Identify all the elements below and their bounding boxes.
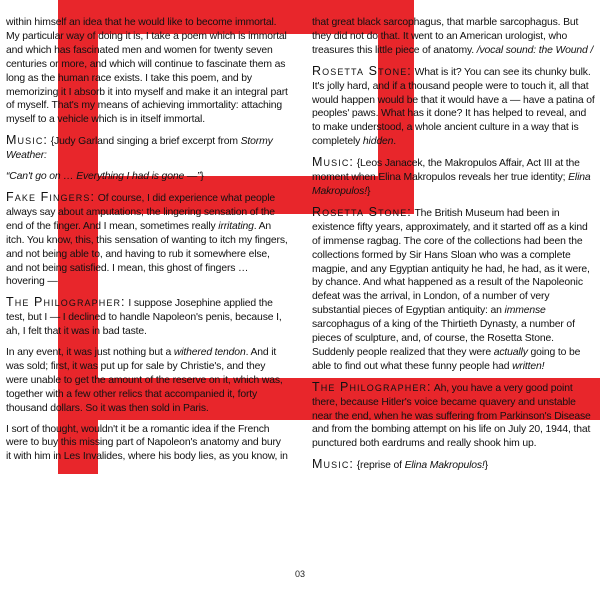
paragraph-text: In any event, it was just nothing but a xyxy=(6,347,174,359)
speaker-label: Music: xyxy=(312,457,354,472)
speech-text: . An itch. You know, this, this sensation of wanting to itch my fingers, and not being able to, and having to rub it somewhere else, and not being satisfied. I mean, this ghost of fingers … hovering — xyxy=(6,220,288,288)
speech-rosetta-stone xyxy=(312,206,595,374)
speech-text: going to be able to find out what these funny people had xyxy=(312,346,581,372)
cue-text: } xyxy=(484,460,488,472)
speech-text: . xyxy=(393,136,396,148)
paragraph xyxy=(6,16,288,127)
speech-text: The British Museum had been in existence fifty years, approximately, and it started off as a kind of immense ragbag. The core of the collections had been the collections formed by Sir Hans Sloan who was a complete magpie, and any Egyptian antiquity he had, he had, as it were, by chance. And what happened as a result of the Napoleonic defeat was the arrival, in London, of a number of very substantial pieces of Egyptian antiquity: an xyxy=(312,207,590,317)
paragraph xyxy=(6,423,288,465)
speech-text: What is it? You can see its chunky bulk. It's jolly hard, and if a thousand people were to touch it, all that would happen would be that it would have a — have a patina of peoples' paws. What has it done? It has helped to reveal, and to make understood, a whole ancient culture in a way that is completely xyxy=(312,66,595,148)
emphasis: immense xyxy=(504,305,546,317)
quote-text: “Can't go on … Everything I had is gone —” xyxy=(6,171,201,183)
emphasis: withered tendon xyxy=(173,347,246,359)
speech-fake-fingers xyxy=(6,191,288,289)
speech-text: Ah, you have a very good point there, because Hitler's voice became quavery and unstable near the end, when he was suffering from Parkinson's Disease and from the bombing attempt on his life on July 20, 1944, that punctured both eardrums and really shook him up. xyxy=(312,382,591,450)
speech-philographer xyxy=(6,296,288,339)
page-number: 03 xyxy=(294,569,305,579)
cue-text: {Judy Garland singing a brief excerpt from xyxy=(48,136,241,148)
emphasis: Elina Makropulos! xyxy=(312,172,591,197)
emphasis: /vocal sound: the Wound / xyxy=(476,44,594,56)
paragraph-text: within himself an idea that he would like to become immortal. My particular way of doing it is, I take a poem which is immortal and which has fascinated men and women for twenty seven centuries or more, and which will continue to fascinate them as long as the human race exists. I take this poem, and by memorizing it I absorb it into myself and make it an integral part of myself. That's my means of achieving immortality: attaching myself to a vehicle which is in itself immortal. xyxy=(6,17,288,126)
emphasis: written! xyxy=(512,360,545,372)
cue-text: {Leos Janacek, the Makropulos Affair, Act III at the moment when Elina Makropulos reveals her true identity; xyxy=(312,158,580,184)
paragraph-text: that great black sarcophagus, that marble sarcophagus. But they did not do that. It went to an American urologist, who treasures this little piece of anatomy. xyxy=(312,17,579,56)
paragraph xyxy=(6,346,288,416)
quote xyxy=(6,170,288,184)
speaker-label: The Philographer: xyxy=(312,379,432,394)
paragraph-text: . And it was sold; first, it was put up for sale by Christie's, and they were unable to get the amount of the reserve on it, which was, together with a few other relics that accompanied it, forty thousand dollars. So it was then sold in Paris. xyxy=(6,347,283,414)
music-cue xyxy=(312,156,595,199)
right-column xyxy=(312,16,595,480)
music-cue xyxy=(312,458,595,473)
emphasis: irritating xyxy=(218,220,254,232)
speaker-label: Rosetta Stone: xyxy=(312,63,412,78)
speech-philographer xyxy=(312,381,595,452)
speaker-label: The Philographer: xyxy=(6,295,126,310)
speech-text: I suppose Josephine applied the test, but I — I declined to handle Napoleon's penis, because I, ah, I felt that it was in bad taste. xyxy=(6,298,282,338)
cue-text: } xyxy=(366,185,371,197)
emphasis: actually xyxy=(493,346,528,358)
music-cue xyxy=(6,134,288,163)
song-title: Stormy Weather: xyxy=(6,136,273,162)
emphasis: Elina Makropulos! xyxy=(404,460,485,472)
speaker-label: Rosetta Stone: xyxy=(312,204,412,219)
paragraph xyxy=(312,16,595,58)
speaker-label: Music: xyxy=(6,133,48,148)
cue-text: {reprise of xyxy=(354,460,405,472)
quote-end: } xyxy=(200,171,204,183)
emphasis: hidden xyxy=(362,136,394,148)
speech-rosetta-stone xyxy=(312,65,595,149)
speaker-label: Music: xyxy=(312,155,354,170)
speech-text: Of course, I did experience what people always say about amputations; the lingering sensation of the end of the finger. And I mean, sometimes really xyxy=(6,192,276,232)
speech-text: sarcophagus of a king of the Thirtieth Dynasty, a number of pieces of sculpture, and, of course, the Rosetta Stone. Suddenly people realized that they were xyxy=(312,319,575,358)
speaker-label: Fake Fingers: xyxy=(6,189,96,204)
paragraph-text: I sort of thought, wouldn't it be a romantic idea if the French were to buy this missing part of Napoleon's anatomy and bury it with him in Les Invalides, where his body lies, as you know, in xyxy=(6,423,288,463)
left-column xyxy=(6,16,288,471)
